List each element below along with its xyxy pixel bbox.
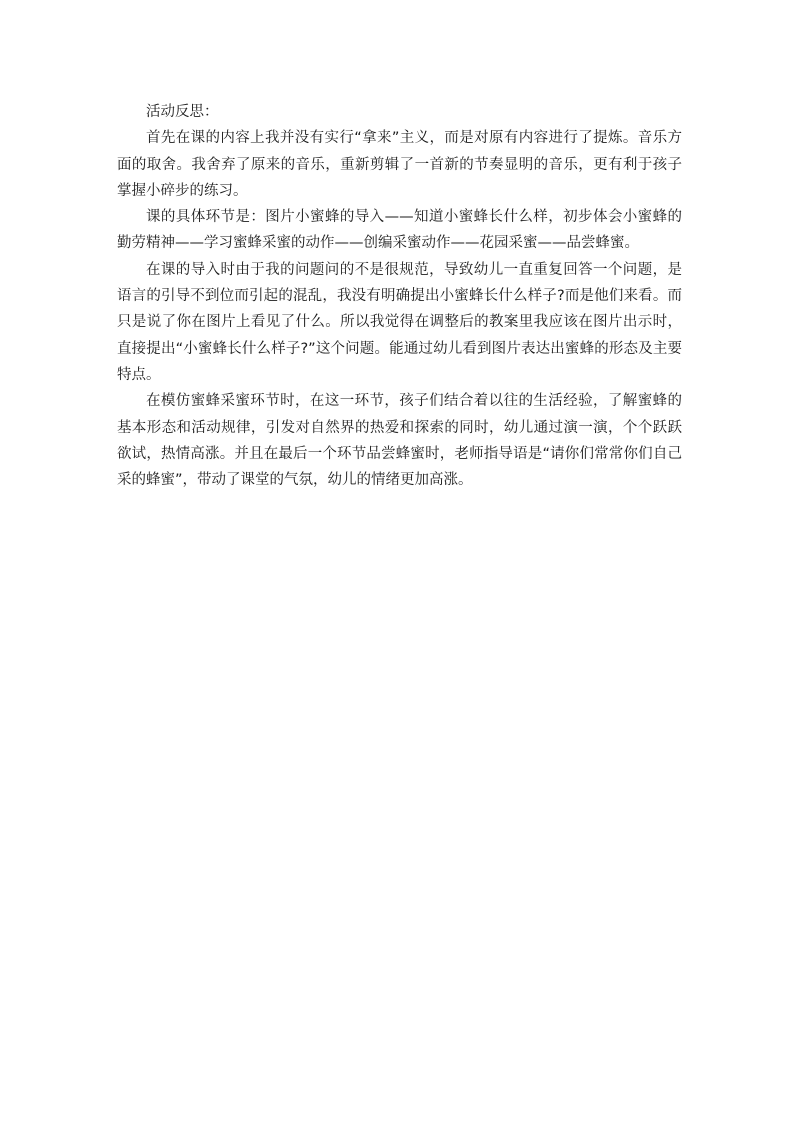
document-body [117, 99, 682, 493]
paragraph-imitation-reflection: 在模仿蜜蜂采蜜环节时，在这一环节，孩子们结合着以往的生活经验，了解蜜蜂的基本形态和活动规律，引发对自然界的热爱和探索的同时，幼儿通过演一演，个个跃跃欲试，热情高涨。并且在最后一个环节品尝蜂蜜时，老师指导语是“请你们常常你们自己采的蜂蜜”，带动了课堂的气氛，幼儿的情绪更加高涨。 [117, 393, 682, 489]
paragraph-lesson-steps: 课的具体环节是：图片小蜜蜂的导入——知道小蜜蜂长什么样，初步体会小蜜蜂的勤劳精神——学习蜜蜂采蜜的动作——创编采蜜动作——花园采蜜——品尝蜂蜜。 [117, 209, 682, 252]
paragraph-content-selection: 首先在课的内容上我并没有实行“拿来”主义，而是对原有内容进行了提炼。音乐方面的取舍。我舍弃了原来的音乐，重新剪辑了一首新的节奏显明的音乐，更有利于孩子掌握小碎步的练习。 [117, 130, 682, 199]
section-heading: 活动反思： [146, 104, 219, 120]
paragraph-introduction-reflection: 在课的导入时由于我的问题问的不是很规范，导致幼儿一直重复回答一个问题，是语言的引导不到位而引起的混乱，我没有明确提出小蜜蜂长什么样子?而是他们来看。而只是说了你在图片上看见了什么。所以我觉得在调整后的教案里我应该在图片出示时，直接提出“小蜜蜂长什么样子?”这个问题。能通过幼儿看到图片表达出蜜蜂的形态及主要特点。 [117, 261, 682, 383]
